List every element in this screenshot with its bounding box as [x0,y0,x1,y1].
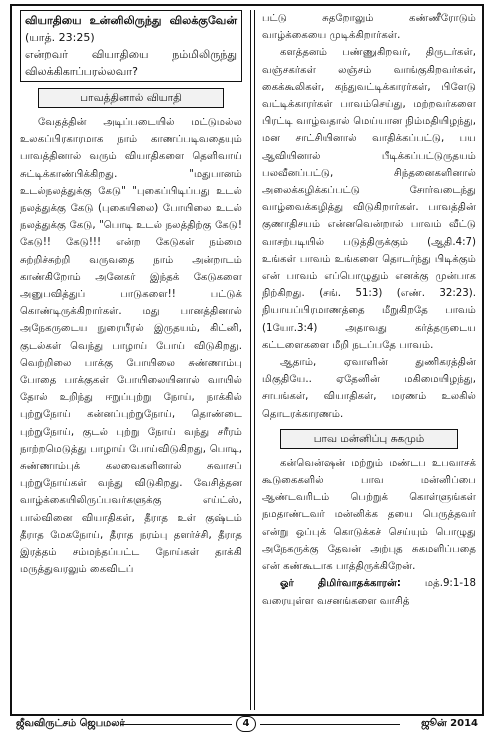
article-title: வியாதியை உன்னிலிருந்து விலக்குவேன் [25,14,237,27]
magazine-name: ஜீவவிருட்சம் ஜெபமலர் [16,718,125,729]
page-number: 4 [236,716,256,732]
footer-rule-right [260,724,400,725]
page-footer [10,718,484,730]
body-paragraph [262,575,476,609]
issue-date: ஜூன் 2014 [421,718,478,729]
body-paragraph: வேதத்தின் அடிப்படையில் மட்டுமல்ல உலகப்பிரகாரமாக நாம் காணப்படிவதையும் பாவத்தினால் வரும் வியாதிகளை தெளிவாய் சுட்டிக்காண்பிக்கிறது. "மதுபானம் உடல்நலத்துக்கு கேடு" "புகைப்பிடிப்பது உடல் நலத்துக்கு கேடு (புகையிலை) போயிலை உடல் நலத்துக்கு கேடு, "பொடி உடல் நலத்திற்கு கேடு! கேடு!! கேடு!!! என்ற கேடுகள் நம்மை சுற்றிச்சுற்றி வருவதை நாம் அன்றாடம் காண்கிறோம் அனேகர் இந்தக் கேடுகளை அனுபவித்துப் பாடுகளை!! பட்டுக் கொண்டிருக்கிறார்கள். மது பானத்தினால் அநேகருடைய நுரையீரல் இருதயம், கிட்னி, குடல்கள் வெந்து பாழாய் போய் விடுகிறது. வெற்றிலை பாக்கு போயிலை சுண்ணாம்பு போதை பாக்குகள் போயிலையினால் வாயில் தோல் உறிந்து ஈறுப்புற்று நோய், நாக்கில் புற்றுநோய் கன்னப்புற்றுநோய், தொண்டை புற்றுநோய், குடல் புற்று நோய் வந்து சரீரம் நாற்றமெடுத்து பாழாய் போய்விடுகிறது, பொடி, சுண்ணாம்புக் கலவைகளினால் சுவாசப் புற்றுநோய்கள் வந்து விடுகிறது. வேசித்தன வாழ்க்கையிலிருப்பவர்களுக்கு எய்ட்ஸ், பால்வினை வியாதிகள், தீராத உள் குஷ்டம் தீராத மேகநோய், தீராத நரம்பு தளர்ச்சி, தீராத இரத்தம் சம்மந்தப்பட்ட நோய்கள் தாக்கி மருத்துவரலும் கைவிடப் [20,117,242,576]
paragraph-label: ஓர் திமிர்வாதக்காரன்: [280,578,402,590]
right-column [262,10,476,710]
section-heading-forgiveness-healing: பாவ மன்னிப்பு சுகமும் [280,429,458,449]
left-column [20,10,242,710]
column-divider [250,10,255,710]
paragraph-text: வரையுள்ள வசனங்களை வாசித் [262,595,410,607]
body-paragraph: கன்வென்ஷன் மற்றும் மண்டப உபவாசக் கூடுகைகளில் பாவ மன்னிப்பை ஆண்டவரிடம் பெற்றுக் கொள்ளுங்கள் நமதாண்டவர் மன்னிக்க தயை பெருத்தவர் என்று ஒப்புக் கொடுக்கச் செய்யும் பொழுது அநேகருக்கு தேவன் அற்புத சுகமளிப்பதை என் கண்கூடாக பாத்திருக்கிறேன். [262,457,476,573]
article-title-box [20,10,242,82]
magazine-page [10,4,484,716]
footer-rule-left [120,724,232,725]
article-title-reference: (யாத். 23:25) [25,31,95,44]
body-paragraph: களத்தனம் பண்ணுகிறவர், திருடர்கள், வஞ்சகர்கள் லஞ்சம் வாங்குகிறவர்கள், கைக்கூலிகள், கந்துவட்டிக்காரர்கள், பிளேடு வட்டிக்காரர்கள் பாவம்செய்து, மற்றவர்களை பிரட்டி வாழ்வதால் மெய்யான நிம்மதியிழந்து, மன சாட்சியினால் வாதிக்கப்பட்டு, பய ஆவியினால் பீடிக்கப்பட்டுருதயம் பலவீனப்பட்டு, சிந்தனைகளினால் அலைக்கழிக்கப்பட்டு சோர்வடைந்து வாழ்வைக்கழித்து விடுகிறார்கள். பாவத்தின் குணாதிசயம் என்னவென்றால் பாவம் வீட்டு வாசற்படியில் படுத்திருக்கும் (ஆதி.4:7) உங்கள் பாவம் உங்களை தொடர்ந்து பிடிக்கும் என் பாவம் எப்பொழுதும் எனக்கு முன்பாக நிற்கிறது. (சங். 51:3) (எண். 32:23). நியாயப்பிரமாணத்தை மீறுகிறதே பாவம் (1யோ.3:4) அதாவது கர்த்தருடைய கட்டளைகளை மீறி நடப்பதே பாவம். [262,47,476,351]
body-paragraph: ஆதாம், ஏவாளின் துணிகரத்தின் மிகுதியே.. ஏதேனின் மகிமையிழந்து, சாபங்கள், வியாதிகள், மரணம் உலகில் தொடரக்காரணம். [262,357,476,420]
scripture-reference: மத்.9:1-18 [424,578,476,590]
section-heading-sin-disease: பாவத்தினால் வியாதி [38,88,224,108]
article-question: என்றவர் வியாதியை நம்மிலிருந்து விலக்கிகாப்பரல்லவா? [25,48,237,78]
body-paragraph: பட்டு சுதறோலும் கண்ணீரோடும் வாழ்க்கையை முடிக்கிறார்கள். [262,13,476,42]
